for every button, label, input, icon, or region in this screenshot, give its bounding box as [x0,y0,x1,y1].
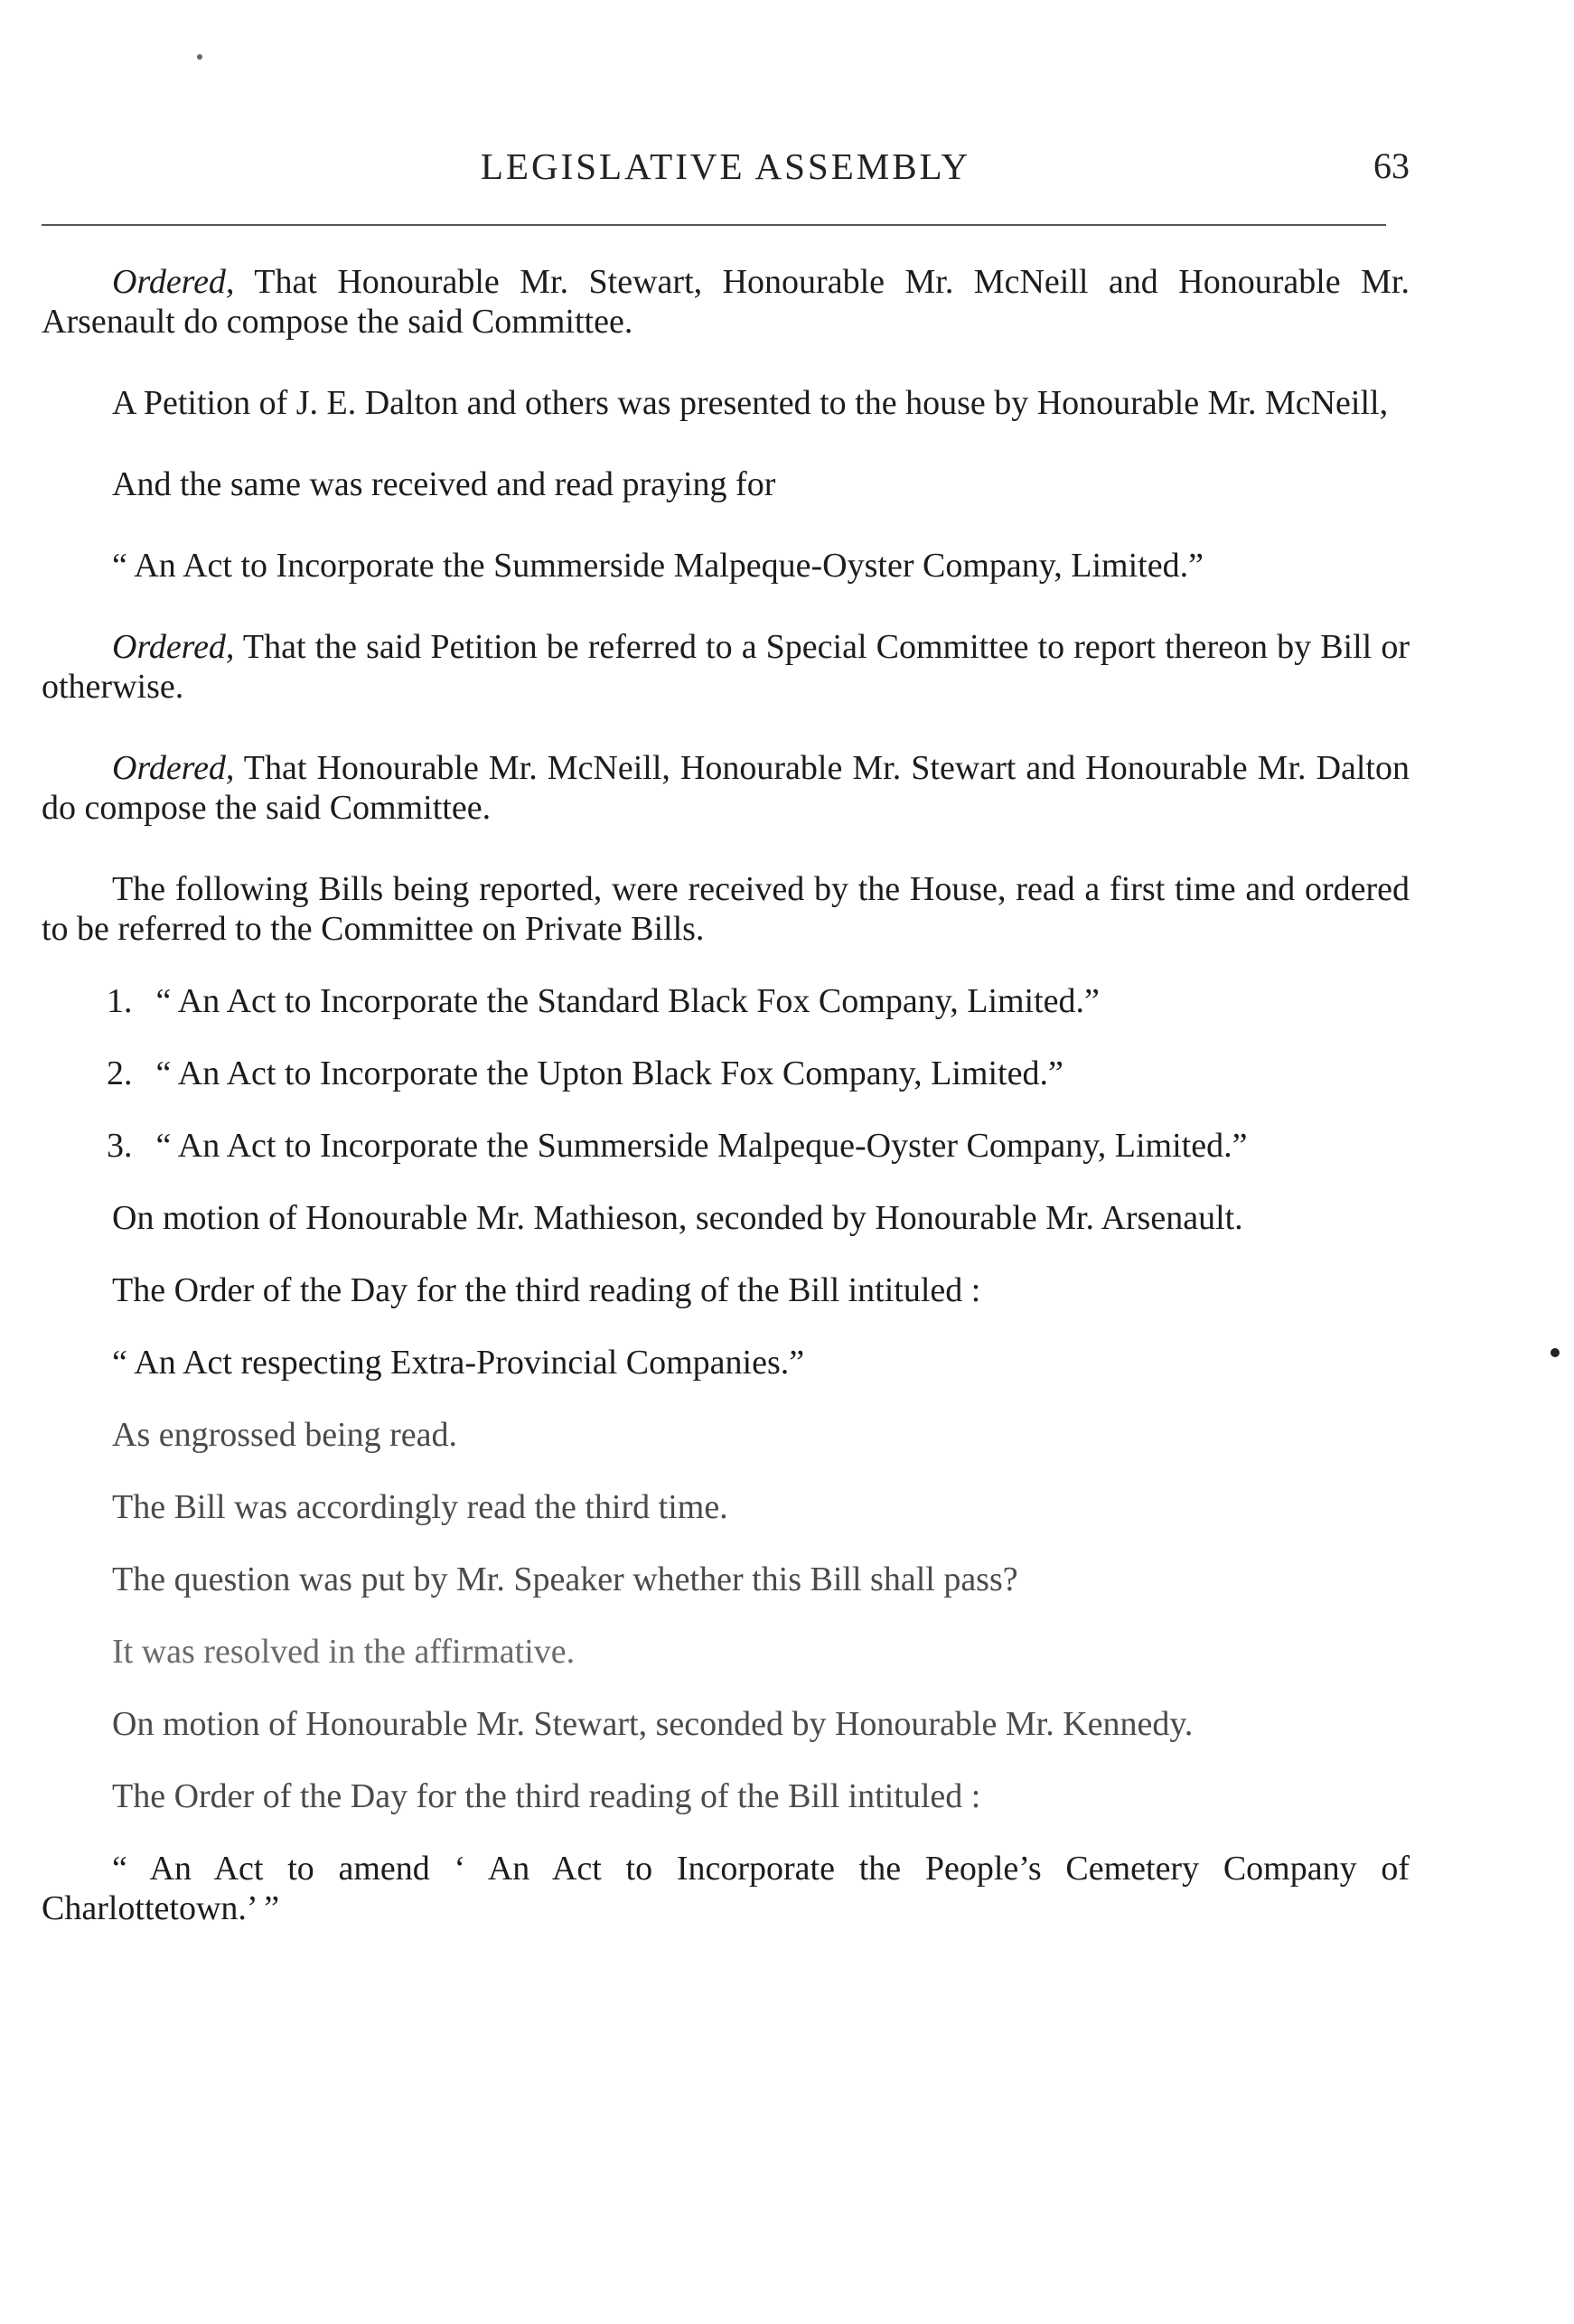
paragraph [42,1198,1410,1238]
print-speck [1551,1348,1560,1357]
paragraph-text: As engrossed being read. [112,1416,458,1454]
bill-number: 1. [107,982,133,1020]
paragraph [42,627,1410,707]
paragraph-text: The Order of the Day for the third reading of the Bill intituled : [112,1777,981,1815]
paragraph [42,1849,1410,1928]
paragraph-text: The question was put by Mr. Speaker whether this Bill shall pass? [112,1560,1018,1598]
bill-number: 3. [107,1127,133,1165]
running-title: LEGISLATIVE ASSEMBLY [480,145,971,187]
paragraph-text: And the same was received and read praying for [112,465,776,503]
bill-item [42,1054,1410,1093]
paragraph-text: “ An Act to Incorporate the Summerside Malpeque-Oyster Company, Limited.” [112,547,1204,585]
bill-title: “ An Act to Incorporate the Summerside Malpeque-Oyster Company, Limited.” [155,1127,1248,1165]
paragraph-text: A Petition of J. E. Dalton and others was presented to the house by Honourable Mr. McNeill, [112,384,1389,422]
paragraph-text: “ An Act to amend ‘ An Act to Incorporate the People’s Cemetery Company of Charlottetown.’ ” [42,1850,1410,1927]
paragraph [42,1487,1410,1527]
paragraph [42,1343,1410,1382]
paragraph-text: The following Bills being reported, were received by the House, read a first time and ordered to be referred to the Committee on Private Bills. [42,870,1410,948]
paragraph-text: It was resolved in the affirmative. [112,1633,576,1671]
paragraph-text: That the said Petition be referred to a Special Committee to report thereon by Bill or otherwise. [42,628,1410,706]
bill-title: “ An Act to Incorporate the Upton Black Fox Company, Limited.” [155,1054,1063,1092]
paragraph [42,1270,1410,1310]
bill-item [42,1126,1410,1166]
paragraph [42,1632,1410,1672]
paragraph [42,869,1410,949]
page-header [42,145,1410,199]
bill-title: “ An Act to Incorporate the Standard Black Fox Company, Limited.” [155,982,1100,1020]
paragraph-text: On motion of Honourable Mr. Stewart, seconded by Honourable Mr. Kennedy. [112,1705,1194,1743]
paragraph-text: On motion of Honourable Mr. Mathieson, seconded by Honourable Mr. Arsenault. [112,1199,1243,1237]
body-text [42,262,1410,1961]
paragraph [42,383,1410,423]
paragraph [42,1560,1410,1599]
paragraph [42,464,1410,504]
paragraph [42,546,1410,586]
paragraph-text: “ An Act respecting Extra-Provincial Companies.” [112,1344,805,1382]
paragraph [42,748,1410,828]
paragraph [42,1415,1410,1455]
paragraph-text: That Honourable Mr. McNeill, Honourable Mr. Stewart and Honourable Mr. Dalton do compose the said Committee. [42,749,1410,827]
paragraph-lead: Ordered, [112,749,235,787]
paragraph-lead: Ordered, [112,263,235,301]
paragraph-text: That Honourable Mr. Stewart, Honourable Mr. McNeill and Honourable Mr. Arsenault do compose the said Committee. [42,263,1410,341]
page-number: 63 [1373,145,1410,186]
paragraph [42,1776,1410,1816]
paragraph [42,262,1410,342]
paragraph-text: The Bill was accordingly read the third time. [112,1488,728,1526]
print-speck [197,54,202,60]
bill-number: 2. [107,1054,133,1092]
bill-item [42,981,1410,1021]
paragraph-text: The Order of the Day for the third reading of the Bill intituled : [112,1271,981,1309]
header-rule [42,224,1386,226]
paragraph-lead: Ordered, [112,628,235,666]
paragraph [42,1704,1410,1744]
